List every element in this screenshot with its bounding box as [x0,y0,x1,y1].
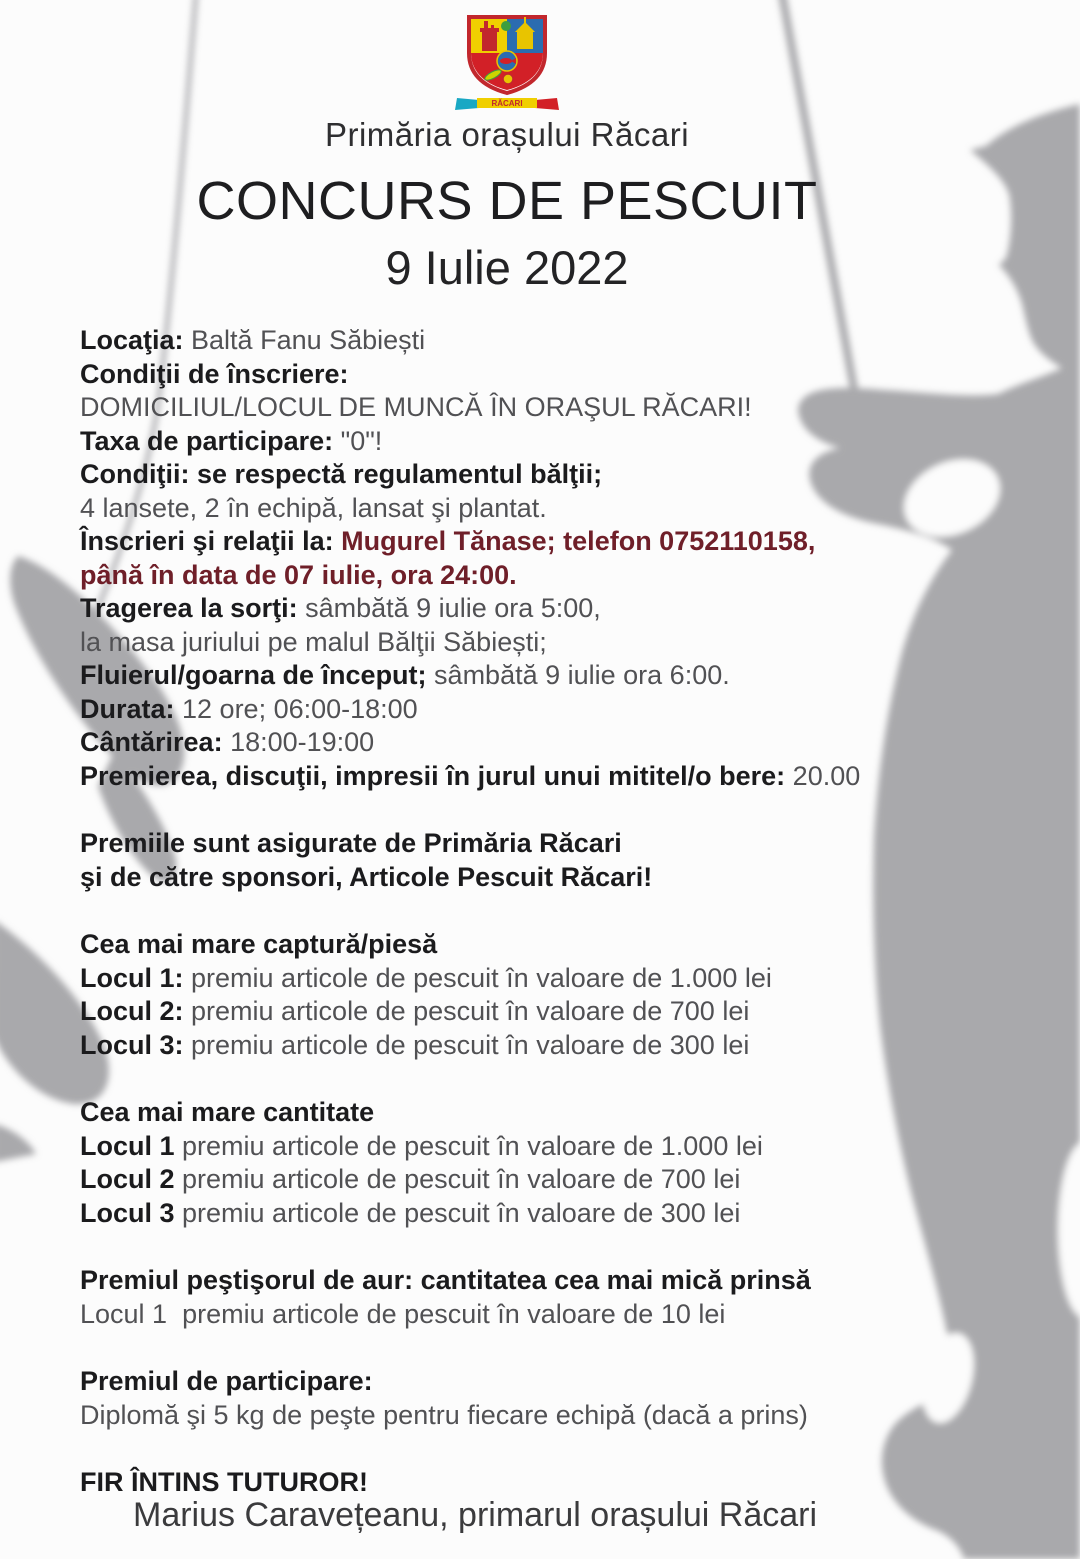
text-line [80,1264,1010,1298]
text-segment: DOMICILIUL/LOCUL DE MUNCĂ ÎN ORAŞUL RĂCARI! [80,392,752,422]
text-segment: premiu articole de pescuit în valoare de 700 lei [191,996,750,1026]
mayor-signature: Marius Caravețeanu, primarul orașului Răcari [133,1496,818,1534]
text-segment: sâmbătă 9 iulie ora 5:00, [305,593,601,623]
text-line [80,1399,1010,1433]
text-segment: 4 lansete, 2 în echipă, lansat şi plantat. [80,492,547,523]
text-line [80,995,1010,1029]
text-line [80,962,1010,996]
text-segment: Locul 1: [80,962,192,993]
text-line [80,358,1010,392]
text-line [80,861,1010,895]
text-segment: Cea mai mare captură/piesă [80,929,438,959]
section-prizes-biggest-catch [80,928,1010,1062]
poster-header [0,0,1014,295]
text-line [80,1197,1010,1231]
text-line [80,425,1010,459]
text-segment: Fluierul/goarna de început; [80,660,435,690]
poster-title: CONCURS DE PESCUIT [196,171,818,231]
crest-tree-icon [501,21,511,31]
text-line [80,458,1010,492]
text-segment: Premiul peştişorul de aur: cantitatea cea mai mică prinsă [80,1265,811,1295]
text-line [80,592,1010,626]
text-segment: premiu articole de pescuit în valoare de 1.000 lei [191,962,772,993]
text-segment: 20.00 [792,760,861,791]
text-segment: Locaţia: [80,325,192,355]
text-segment: 18:00-19:00 [230,727,375,757]
text-segment: premiu articole de pescuit în valoare de 300 lei [191,1029,750,1060]
racari-coat-of-arms [455,13,559,111]
text-segment: Locul 3: [80,1029,192,1060]
text-segment: sâmbătă 9 iulie ora 6:00. [434,660,730,690]
text-segment: Cea mai mare cantitate [80,1097,375,1127]
crest-ribbon-left [455,98,479,110]
text-line [80,726,1010,760]
text-segment: Premiile sunt asigurate de Primăria Răcari [80,828,622,858]
text-segment: Mugurel Tănase; telefon 0752110158, [341,526,816,556]
text-segment: premiu articole de pescuit în valoare de 1.000 lei [182,1130,763,1161]
poster-date: 9 Iulie 2022 [385,241,629,294]
text-segment: Durata: [80,693,183,724]
text-segment: Premierea, discuţii, impresii în jurul unui mititel/o bere: [80,760,793,791]
section-closing [80,1466,1010,1500]
text-segment: Taxa de participare: [80,425,341,456]
text-segment: 12 ore; 06:00-18:00 [182,693,418,724]
section-sponsors [80,827,1010,894]
text-line [80,760,1010,794]
crest-ribbon-right [535,98,559,110]
text-segment: premiu articole de pescuit în valoare de 700 lei [182,1164,741,1194]
text-line [80,659,1010,693]
text-segment: Baltă Fanu Săbiești [191,325,426,355]
text-line [80,559,1010,593]
text-segment: Locul 1 [80,1130,183,1161]
text-segment: Locul 3 [80,1197,183,1228]
text-segment: FIR ÎNTINS TUTUROR! [80,1467,368,1497]
crest-ribbon-text: RĂCARI [491,99,523,108]
section-event-details [80,324,1010,793]
text-segment: Înscrieri şi relaţii la: [80,526,342,556]
text-segment: până în data de 07 iulie, ora 24:00. [80,559,517,590]
text-line [80,928,1010,962]
crest-sunflower-icon [503,74,513,84]
text-segment: Locul 2 [80,1164,183,1194]
text-segment: Condiţii de înscriere: [80,358,349,389]
section-participation-prize [80,1365,1010,1432]
text-line [80,1096,1010,1130]
text-segment: premiu articole de pescuit în valoare de 300 lei [182,1197,741,1228]
text-segment: la masa juriului pe malul Bălţii Săbiești; [80,626,547,657]
poster-body [80,324,1010,1500]
text-line [80,391,1010,425]
text-segment: Tragerea la sorţi: [80,593,306,623]
text-line [80,626,1010,660]
text-line [80,1298,1010,1332]
text-line [80,693,1010,727]
text-line [80,827,1010,861]
municipality-name: Primăria orașului Răcari [324,116,690,153]
text-line [80,1130,1010,1164]
section-prize-golden-fish [80,1264,1010,1331]
text-segment: Locul 1 premiu articole de pescuit în valoare de 10 lei [80,1298,726,1329]
text-line [80,1466,1010,1500]
text-segment: Locul 2: [80,996,192,1026]
text-segment: Cântărirea: [80,727,231,757]
text-line [80,1163,1010,1197]
text-line [80,525,1010,559]
text-segment: Condiţii: se respectă regulamentul bălţii; [80,459,603,489]
section-prizes-biggest-quantity [80,1096,1010,1230]
text-segment: şi de către sponsori, Articole Pescuit Răcari! [80,861,653,892]
text-line [80,324,1010,358]
text-segment: Premiul de participare: [80,1366,373,1396]
text-line [80,492,1010,526]
text-segment: "0"! [340,425,383,456]
text-line [80,1029,1010,1063]
text-segment: Diplomă şi 5 kg de peşte pentru fiecare echipă (dacă a prins) [80,1399,808,1430]
text-line [80,1365,1010,1399]
